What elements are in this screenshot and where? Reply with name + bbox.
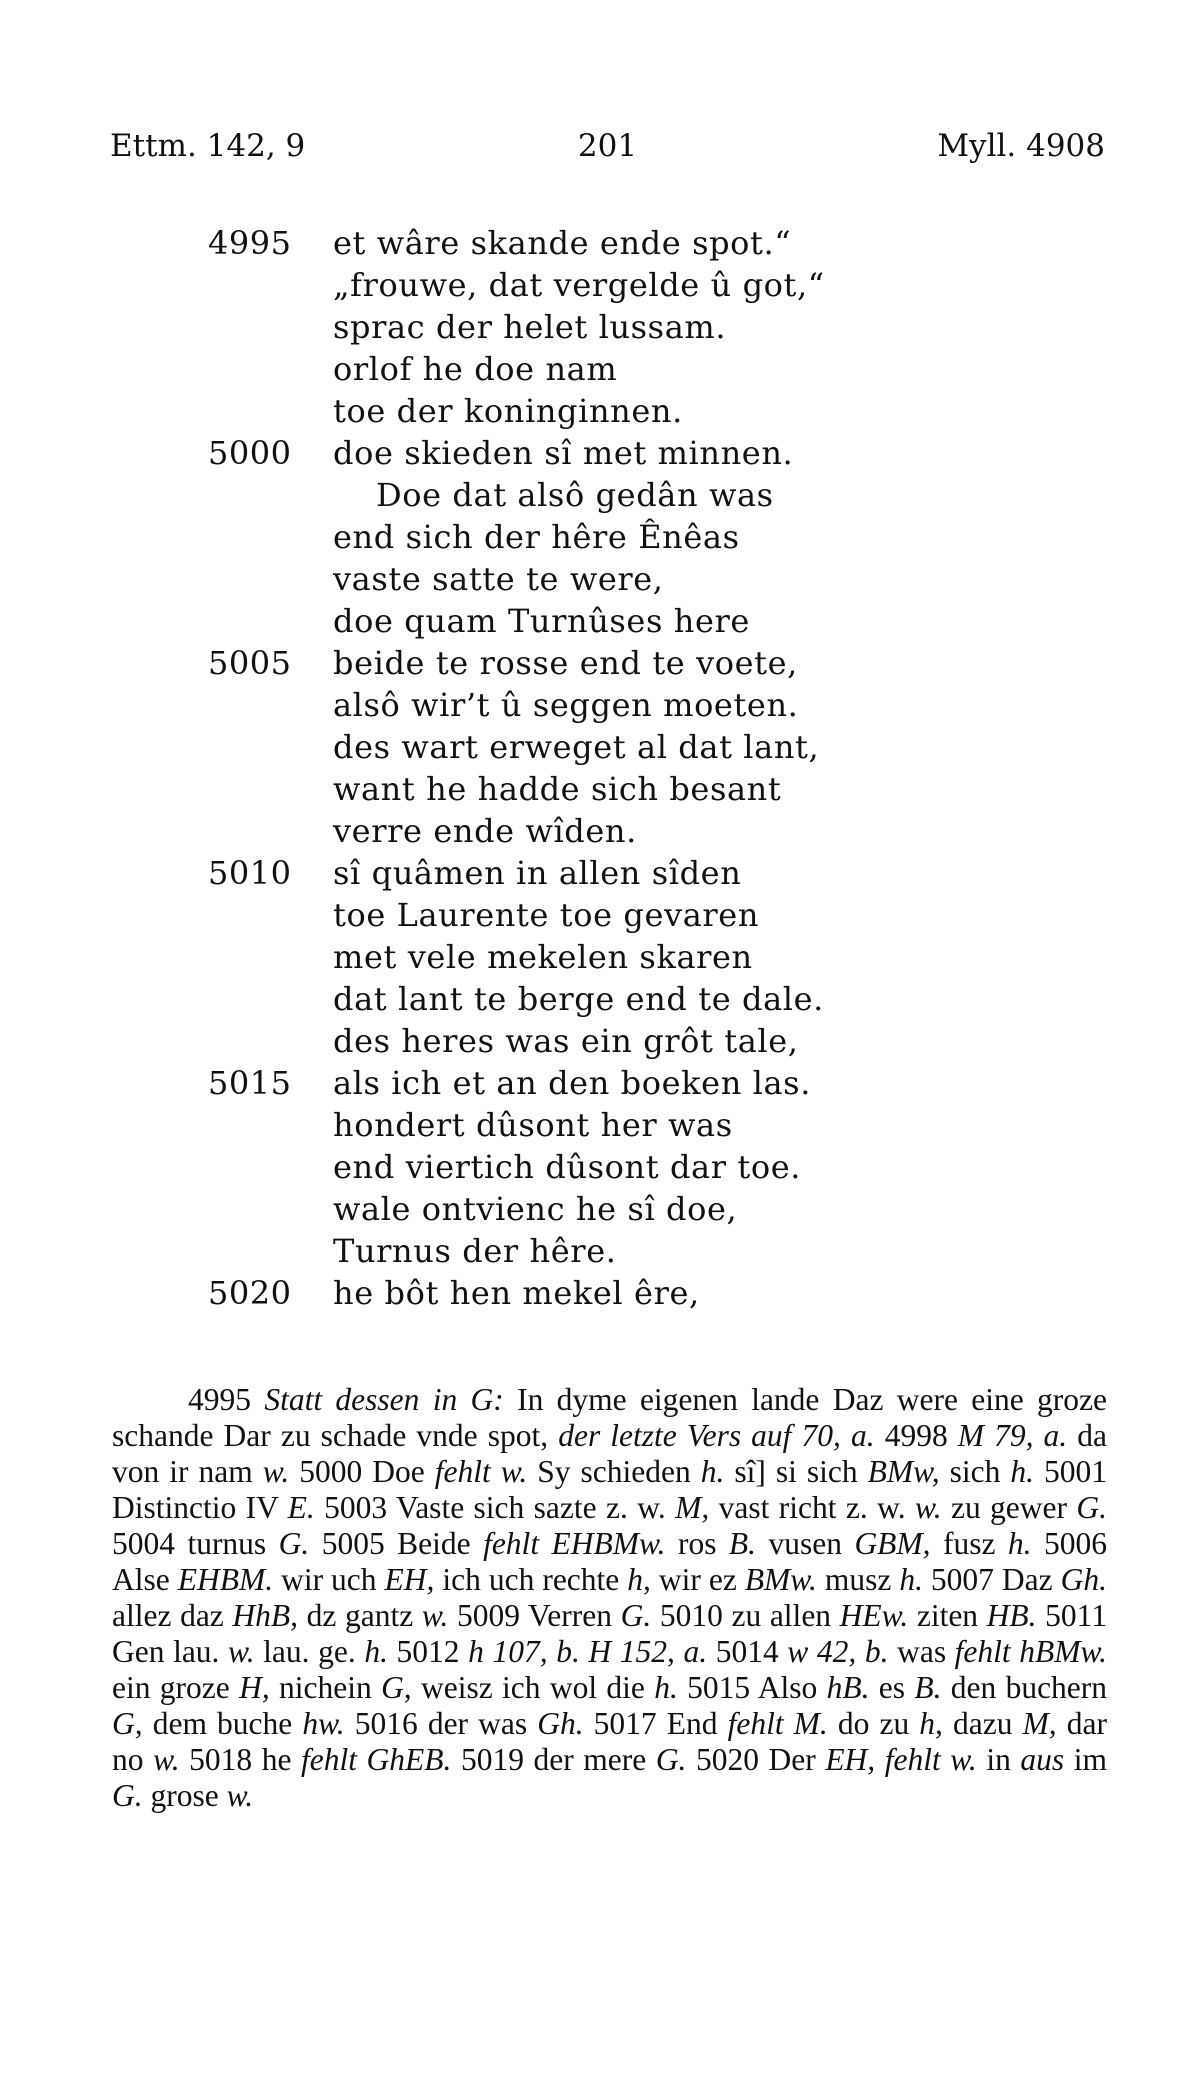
- note-text: do zu: [827, 1706, 920, 1741]
- verse-line: [0, 1188, 1200, 1230]
- note-siglum: hw.: [302, 1706, 345, 1741]
- note-text: 5014: [707, 1634, 788, 1669]
- verse-line: [0, 600, 1200, 642]
- note-siglum: BMw,: [867, 1454, 940, 1489]
- note-text: da von ir nam: [112, 1418, 1108, 1489]
- note-text: vast richt z. w.: [709, 1490, 916, 1525]
- note-siglum: G.: [620, 1598, 652, 1633]
- verse-line-text: alsô wir’t û seggen moeten.: [333, 686, 799, 724]
- note-text: im: [1064, 1742, 1107, 1777]
- verse-line-text: verre ende wîden.: [333, 812, 637, 850]
- note-siglum: G,: [381, 1670, 412, 1705]
- note-text: musz: [816, 1562, 900, 1597]
- note-text: 5003 Vaste sich sazte z. w.: [314, 1490, 676, 1525]
- verse-line-text: sprac der helet lussam.: [333, 308, 727, 346]
- note-text: fusz: [930, 1526, 1008, 1561]
- note-text: 5001 Distinctio IV: [112, 1454, 1107, 1525]
- note-text: 5018 he: [179, 1742, 302, 1777]
- note-siglum: h 107, b. H 152, a.: [468, 1634, 708, 1669]
- verse-line-text: vaste satte te were,: [333, 560, 664, 598]
- note-siglum: HB.: [986, 1598, 1037, 1633]
- note-siglum: hB.: [826, 1670, 870, 1705]
- note-siglum: Gh.: [1060, 1562, 1107, 1597]
- verse-line: [0, 1230, 1200, 1272]
- note-text: in: [976, 1742, 1021, 1777]
- verse-line-text: dat lant te berge end te dale.: [333, 980, 824, 1018]
- note-siglum: w.: [262, 1454, 290, 1489]
- header-right-reference: Myll. 4908: [937, 128, 1105, 164]
- verse-line-text: Turnus der hêre.: [333, 1232, 617, 1270]
- note-siglum: M,: [675, 1490, 710, 1525]
- note-text: was: [888, 1634, 955, 1669]
- verse-line-text: als ich et an den boeken las.: [333, 1064, 811, 1102]
- note-text: dem buche: [142, 1706, 303, 1741]
- verse-line: [0, 684, 1200, 726]
- note-siglum: G.: [278, 1526, 310, 1561]
- note-siglum: w.: [421, 1598, 449, 1633]
- note-text: 5000 Doe: [289, 1454, 435, 1489]
- note-siglum: h,: [627, 1562, 651, 1597]
- note-text: 5006 Alse: [112, 1526, 1107, 1597]
- note-siglum: G.: [1076, 1490, 1108, 1525]
- note-text: ros: [665, 1526, 729, 1561]
- verse-line-text: et wâre skande ende spot.“: [333, 224, 792, 262]
- note-text: ich uch rechte: [434, 1562, 628, 1597]
- critical-apparatus: [112, 1382, 1107, 1814]
- verse-line-text: doe quam Turnûses here: [333, 602, 750, 640]
- note-text: wir ez: [650, 1562, 745, 1597]
- note-siglum: G.: [655, 1742, 687, 1777]
- verse-line-text: toe Laurente toe gevaren: [333, 896, 760, 934]
- note-text: In dyme eigenen lande Daz were eine groze schande Dar zu schade vnde spot,: [112, 1382, 1108, 1453]
- note-text: sich: [939, 1454, 1011, 1489]
- note-siglum: h.: [700, 1454, 725, 1489]
- note-siglum: fehlt GhEB.: [301, 1742, 452, 1777]
- note-text: Sy schieden: [527, 1454, 701, 1489]
- header-left-reference: Ettm. 142, 9: [110, 128, 306, 164]
- verse-line: [0, 222, 1200, 264]
- verse-line: [0, 852, 1200, 894]
- verse-line-text: des wart erweget al dat lant,: [333, 728, 820, 766]
- verse-line: [0, 516, 1200, 558]
- note-text: 5005 Beide: [309, 1526, 484, 1561]
- verse-line: [0, 1020, 1200, 1062]
- verse-line-text: hondert dûsont her was: [333, 1106, 733, 1144]
- note-siglum: w.: [153, 1742, 180, 1777]
- note-text: ein groze: [112, 1670, 240, 1705]
- note-text: 5020 Der: [686, 1742, 826, 1777]
- note-siglum: B.: [914, 1670, 942, 1705]
- verse-line-text: he bôt hen mekel êre,: [333, 1274, 700, 1312]
- verse-line: [0, 1062, 1200, 1104]
- note-text: zu gewer: [941, 1490, 1077, 1525]
- line-number: 4995: [208, 224, 292, 262]
- note-text: 5019 der mere: [451, 1742, 656, 1777]
- verse-line: [0, 642, 1200, 684]
- note-text: dazu: [942, 1706, 1023, 1741]
- verse-line: [0, 894, 1200, 936]
- verse-line: [0, 558, 1200, 600]
- note-siglum: Gh.: [537, 1706, 584, 1741]
- verse-line-text: end viertich dûsont dar toe.: [333, 1148, 802, 1186]
- note-siglum: GBM,: [854, 1526, 931, 1561]
- note-siglum: fehlt hBMw.: [954, 1634, 1108, 1669]
- verse-line-text: end sich der hêre Ênêas: [333, 518, 740, 556]
- note-siglum: fehlt M.: [727, 1706, 828, 1741]
- note-siglum: M 79, a.: [957, 1418, 1068, 1453]
- verse-line: [0, 474, 1200, 516]
- running-header: [110, 128, 1105, 172]
- note-text: 5012: [387, 1634, 469, 1669]
- note-siglum: BMw.: [744, 1562, 817, 1597]
- note-text: weisz ich wol die: [411, 1670, 655, 1705]
- verse-line-text: wale ontvienc he sî doe,: [333, 1190, 738, 1228]
- verse-line-text: sî quâmen in allen sîden: [333, 854, 742, 892]
- note-text: 5004 turnus: [112, 1526, 279, 1561]
- verse-line-text: beide te rosse end te voete,: [333, 644, 798, 682]
- verse-line: [0, 348, 1200, 390]
- note-siglum: w 42, b.: [787, 1634, 889, 1669]
- note-text: allez daz: [112, 1598, 233, 1633]
- note-siglum: h.: [364, 1634, 388, 1669]
- note-siglum: E.: [287, 1490, 315, 1525]
- note-siglum: h.: [1010, 1454, 1034, 1489]
- verse-line: [0, 978, 1200, 1020]
- note-text: 5010 zu allen: [651, 1598, 840, 1633]
- note-siglum: HhB,: [232, 1598, 299, 1633]
- verse-line: [0, 810, 1200, 852]
- note-siglum: EH, fehlt w.: [825, 1742, 977, 1777]
- note-text: 5015 Also: [677, 1670, 827, 1705]
- verse-line: [0, 726, 1200, 768]
- note-text: dar no: [112, 1706, 1107, 1777]
- line-number: 5010: [208, 854, 292, 892]
- note-text: 4998: [874, 1418, 958, 1453]
- line-number: 5020: [208, 1274, 292, 1312]
- note-siglum: fehlt EHBMw.: [483, 1526, 666, 1561]
- verse-line-text: want he hadde sich besant: [333, 770, 782, 808]
- verse-line: [0, 390, 1200, 432]
- verse-line: [0, 432, 1200, 474]
- note-siglum: h.: [1007, 1526, 1032, 1561]
- verse-text: [0, 222, 1200, 1314]
- note-text: den buchern: [941, 1670, 1108, 1705]
- note-siglum: B.: [728, 1526, 757, 1561]
- note-text: vusen: [756, 1526, 855, 1561]
- note-text: lau. ge.: [254, 1634, 365, 1669]
- verse-line: [0, 306, 1200, 348]
- note-siglum: w.: [915, 1490, 942, 1525]
- note-text: 5009 Verren: [448, 1598, 621, 1633]
- line-number: 5000: [208, 434, 292, 472]
- note-siglum: EH,: [384, 1562, 435, 1597]
- note-text: 5016 der was: [344, 1706, 538, 1741]
- note-siglum: G.: [112, 1778, 143, 1813]
- line-number: 5015: [208, 1064, 292, 1102]
- verse-line-text: des heres was ein grôt tale,: [333, 1022, 799, 1060]
- note-siglum: aus: [1020, 1742, 1065, 1777]
- verse-line-text: doe skieden sî met minnen.: [333, 434, 794, 472]
- note-text: ziten: [908, 1598, 987, 1633]
- verse-line: [0, 1146, 1200, 1188]
- verse-line-text: Doe dat alsô gedân was: [376, 476, 774, 514]
- verse-line: [0, 1104, 1200, 1146]
- note-siglum: EHBM.: [177, 1562, 274, 1597]
- note-text: sî] si sich: [724, 1454, 868, 1489]
- note-siglum: der letzte Vers auf 70, a.: [558, 1418, 875, 1453]
- verse-line-text: „frouwe, dat vergelde û got,“: [333, 266, 825, 304]
- note-text: es: [869, 1670, 915, 1705]
- note-text: nichein: [269, 1670, 382, 1705]
- note-text: 5017 End: [583, 1706, 728, 1741]
- note-text: 4995: [188, 1382, 265, 1417]
- note-siglum: M,: [1022, 1706, 1057, 1741]
- verse-line: [0, 768, 1200, 810]
- note-text: grose: [142, 1778, 227, 1813]
- note-siglum: Statt dessen in G:: [264, 1382, 504, 1417]
- line-number: 5005: [208, 644, 292, 682]
- note-text: 5011 Gen lau.: [112, 1598, 1107, 1669]
- verse-line: [0, 936, 1200, 978]
- note-siglum: w.: [226, 1778, 254, 1813]
- verse-line-text: orlof he doe nam: [333, 350, 618, 388]
- note-siglum: fehlt w.: [434, 1454, 528, 1489]
- verse-line: [0, 1272, 1200, 1314]
- note-siglum: H,: [239, 1670, 270, 1705]
- note-text: wir uch: [273, 1562, 385, 1597]
- verse-line-text: met vele mekelen skaren: [333, 938, 753, 976]
- verse-line: [0, 264, 1200, 306]
- note-siglum: h,: [919, 1706, 943, 1741]
- note-text: dz gantz: [298, 1598, 422, 1633]
- note-siglum: HEw.: [839, 1598, 909, 1633]
- note-siglum: G,: [112, 1706, 143, 1741]
- page-number: 201: [577, 128, 638, 164]
- note-siglum: h.: [899, 1562, 923, 1597]
- note-siglum: h.: [654, 1670, 678, 1705]
- verse-line-text: toe der koninginnen.: [333, 392, 683, 430]
- note-text: 5007 Daz: [922, 1562, 1061, 1597]
- note-siglum: w.: [228, 1634, 255, 1669]
